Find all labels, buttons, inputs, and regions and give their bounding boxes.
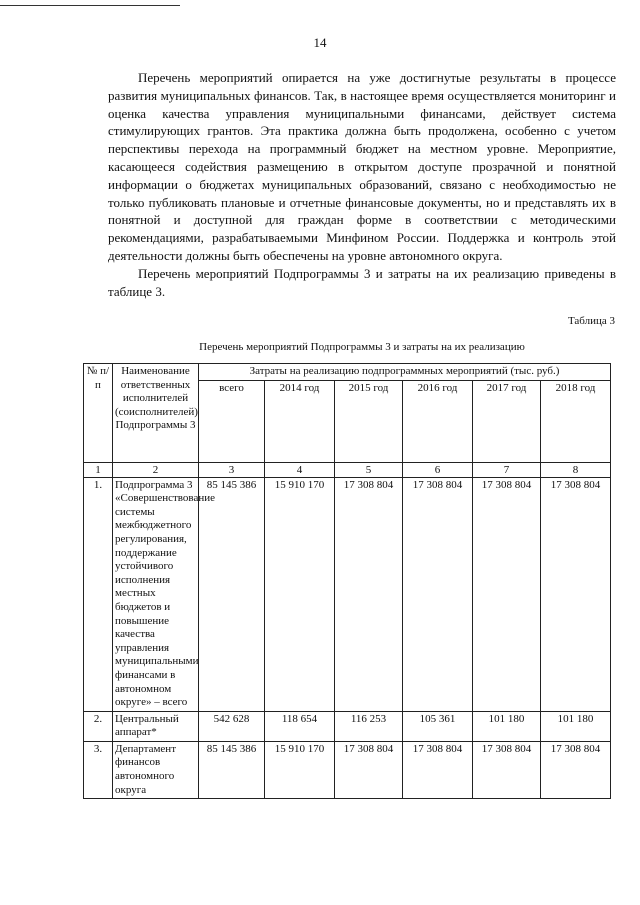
page-number: 14 <box>313 35 327 50</box>
row-name: Подпрограмма 3 «Совершенствование системы межбюджетного регулирования, поддержание устойчивого исполнения местных бюджетов и повышение качества управления муниципальными финансами в автономном округе» – всего <box>113 477 199 711</box>
column-number: 1 <box>84 462 113 477</box>
row-value-total: 85 145 386 <box>199 741 265 798</box>
row-value-2014: 15 910 170 <box>265 477 335 711</box>
table-title: Перечень мероприятий Подпрограммы 3 и затраты на их реализацию <box>199 341 525 353</box>
column-number: 5 <box>335 462 403 477</box>
costs-table <box>83 363 611 799</box>
header-name: Наименование ответственных исполнителей (соисполнителей) Подпрограммы 3 <box>113 364 199 463</box>
header-row-1 <box>84 364 611 381</box>
row-value-2018: 17 308 804 <box>541 477 611 711</box>
table-row <box>84 741 611 798</box>
row-value-2018: 17 308 804 <box>541 741 611 798</box>
header-2017: 2017 год <box>473 380 541 462</box>
body-text <box>108 69 616 300</box>
paragraph-1: Перечень мероприятий опирается на уже достигнутые результаты в процессе развития муниципальных финансов. Так, в настоящее время осуществляется мониторинг и оценка качества управления муниципальными финансами, действует система стимулирующих грантов. Эта практика должна быть продолжена, особенно с учетом перспективы перехода на программный бюджет на местном уровне. Мероприятие, касающееся содействия размещению в открытом доступе прозрачной и понятной информации о бюджетах муниципальных образований, связано с необходимостью не только публиковать плановые и отчетные финансовые документы, но и представлять их в понятной и доступной для граждан форме в соответствии с методическими рекомендациями, разрабатываемыми Минфином России. Поддержка и контроль этой деятельности должны быть обеспечены на уровне автономного округа. <box>108 70 616 263</box>
row-value-2016: 17 308 804 <box>403 741 473 798</box>
row-value-2016: 17 308 804 <box>403 477 473 711</box>
header-2016: 2016 год <box>403 380 473 462</box>
table-label: Таблица 3 <box>567 315 615 327</box>
table-row <box>84 711 611 741</box>
row-value-2016: 105 361 <box>403 711 473 741</box>
paragraph-2: Перечень мероприятий Подпрограммы 3 и затраты на их реализацию приведены в таблице 3. <box>108 265 616 299</box>
column-number: 4 <box>265 462 335 477</box>
row-value-total: 85 145 386 <box>199 477 265 711</box>
column-number: 8 <box>541 462 611 477</box>
row-value-2015: 116 253 <box>335 711 403 741</box>
column-number: 3 <box>199 462 265 477</box>
header-total: всего <box>199 380 265 462</box>
row-no: 3. <box>84 741 113 798</box>
table-row <box>84 477 611 711</box>
row-value-2014: 15 910 170 <box>265 741 335 798</box>
row-name: Центральный аппарат* <box>113 711 199 741</box>
header-2018: 2018 год <box>541 380 611 462</box>
row-value-2017: 17 308 804 <box>473 477 541 711</box>
row-name: Департамент финансов автономного округа <box>113 741 199 798</box>
row-value-2017: 17 308 804 <box>473 741 541 798</box>
row-value-2014: 118 654 <box>265 711 335 741</box>
column-number: 7 <box>473 462 541 477</box>
header-no: № п/п <box>84 364 113 463</box>
column-number: 6 <box>403 462 473 477</box>
row-no: 1. <box>84 477 113 711</box>
header-2015: 2015 год <box>335 380 403 462</box>
row-value-total: 542 628 <box>199 711 265 741</box>
column-number: 2 <box>113 462 199 477</box>
row-value-2018: 101 180 <box>541 711 611 741</box>
row-value-2015: 17 308 804 <box>335 741 403 798</box>
row-value-2015: 17 308 804 <box>335 477 403 711</box>
header-costs-group: Затраты на реализацию подпрограммных мероприятий (тыс. руб.) <box>199 364 611 381</box>
top-rule <box>0 5 180 6</box>
column-numbers-row <box>84 462 611 477</box>
header-2014: 2014 год <box>265 380 335 462</box>
row-no: 2. <box>84 711 113 741</box>
row-value-2017: 101 180 <box>473 711 541 741</box>
